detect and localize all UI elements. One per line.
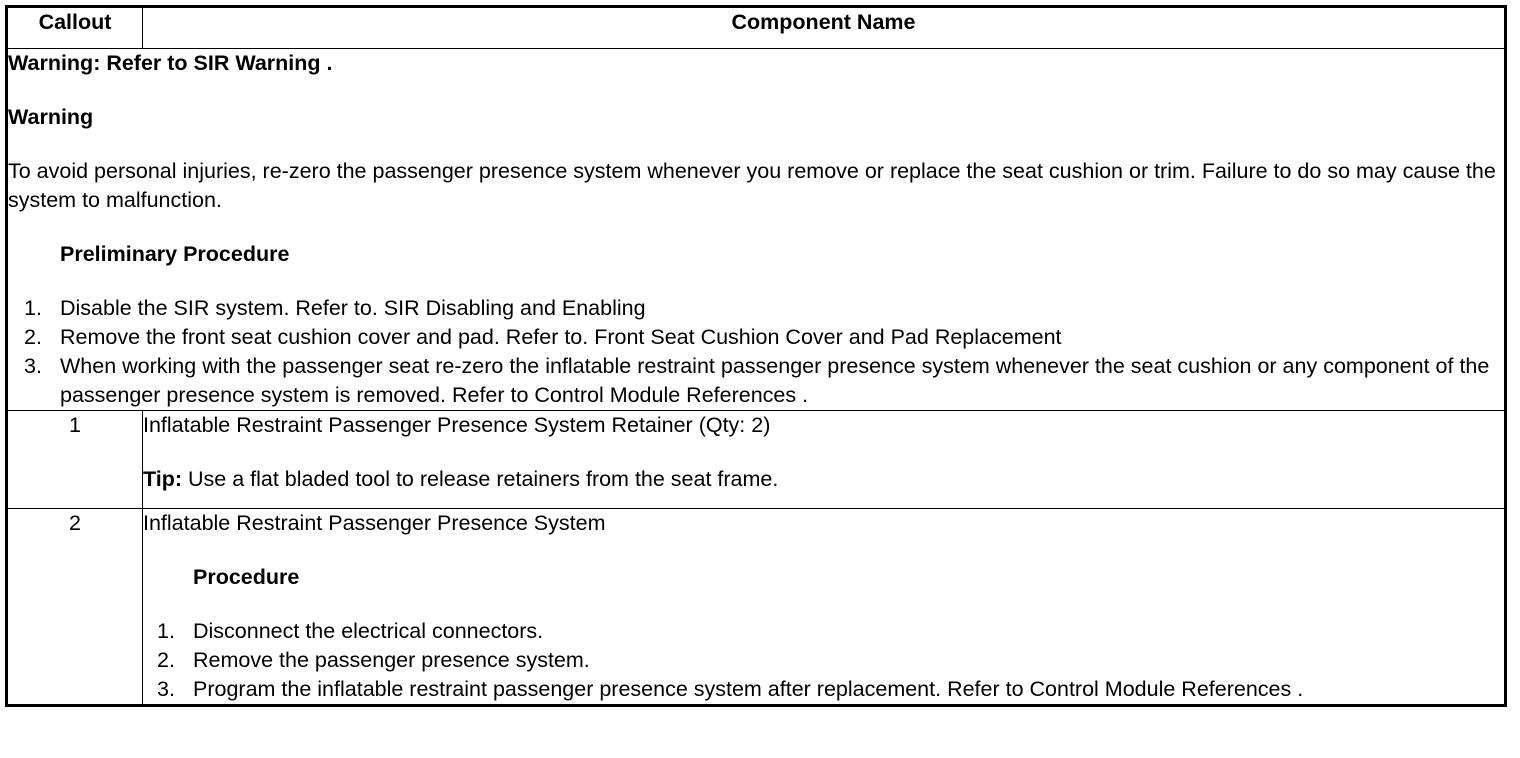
step-number: 3. <box>24 354 42 379</box>
callout-number: 2 <box>7 509 143 706</box>
list-item <box>8 352 1504 410</box>
warning-title: Warning <box>8 105 94 130</box>
list-item <box>8 294 1504 323</box>
component-cell <box>143 411 1506 509</box>
component-name-column-header: Component Name <box>143 7 1506 49</box>
callout-number: 1 <box>7 411 143 509</box>
step-number: 2. <box>157 648 175 673</box>
header-row <box>7 7 1506 49</box>
component-name: Inflatable Restraint Passenger Presence System <box>143 511 606 536</box>
preliminary-cell <box>7 49 1506 411</box>
tip-label: Tip: <box>143 467 183 492</box>
callout-column-header: Callout <box>7 7 143 49</box>
component-name: Inflatable Restraint Passenger Presence System Retainer (Qty: 2) <box>143 413 771 438</box>
list-item <box>143 617 1504 646</box>
step-text: When working with the passenger seat re-zero the inflatable restraint passenger presence system whenever the seat cushion or any component of the passenger presence system is removed. Refer to Control Module References . <box>60 354 1490 408</box>
step-text: Remove the passenger presence system. <box>193 648 590 673</box>
warning-reference-link[interactable]: Warning: Refer to SIR Warning . <box>8 51 333 75</box>
table-row <box>7 411 1506 509</box>
step-text: Program the inflatable restraint passenger presence system after replacement. Refer to Control Module References . <box>193 677 1304 702</box>
step-text: Disable the SIR system. Refer to. SIR Disabling and Enabling <box>60 296 646 321</box>
step-number: 2. <box>24 325 42 350</box>
preliminary-row <box>7 49 1506 411</box>
step-text: Disconnect the electrical connectors. <box>193 619 544 644</box>
step-number: 3. <box>157 677 175 702</box>
table-row <box>7 509 1506 706</box>
preliminary-steps-list <box>8 294 1504 410</box>
component-table <box>5 5 1507 707</box>
list-item <box>8 323 1504 352</box>
tip-body: Use a flat bladed tool to release retainers from the seat frame. <box>182 467 779 492</box>
procedure-steps-list <box>143 617 1504 704</box>
preliminary-procedure-title: Preliminary Procedure <box>60 242 290 267</box>
component-cell <box>143 509 1506 706</box>
tip-text <box>143 465 1504 494</box>
list-item <box>143 675 1504 704</box>
step-number: 1. <box>24 296 42 321</box>
warning-reference <box>8 49 1504 78</box>
list-item <box>143 646 1504 675</box>
warning-text: To avoid personal injuries, re-zero the passenger presence system whenever you remove or replace the seat cushion or trim. Failure to do so may cause the system to malfunction. <box>8 159 1496 213</box>
step-text: Remove the front seat cushion cover and pad. Refer to. Front Seat Cushion Cover and Pad Replacement <box>60 325 1062 350</box>
procedure-title: Procedure <box>193 565 300 590</box>
step-number: 1. <box>157 619 175 644</box>
